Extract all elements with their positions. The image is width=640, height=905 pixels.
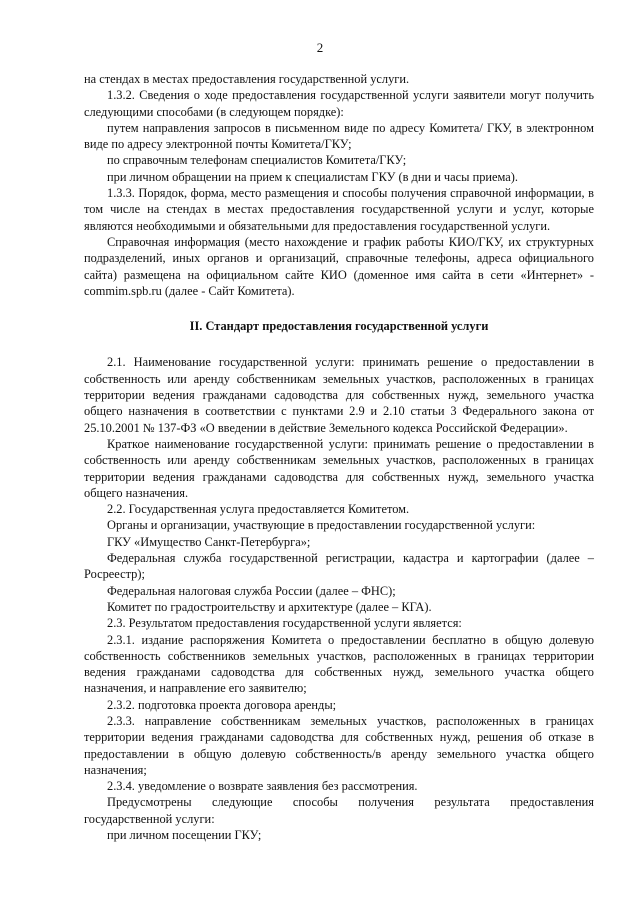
paragraph: по справочным телефонам специалистов Комитета/ГКУ; (107, 153, 407, 168)
paragraph: Предусмотрены следующие способы получения результата предоставления государственной услуги: (84, 795, 594, 826)
paragraph: путем направления запросов в письменном виде по адресу Комитета/ ГКУ, в электронном виде по адресу электронной почты Комитета/ГКУ; (84, 120, 594, 152)
paragraph: Справочная информация (место нахождение и график работы КИО/ГКУ, их структурных подразделений, иных органов и организаций, справочные телефоны, адреса официального сайта) размещена на официальном сайте КИО (доменное имя сайта в сети «Интернет» - commim.spb.ru (далее - Сайт Комитета). (84, 234, 594, 298)
paragraph: 2.3.3. направление собственникам земельных участков, расположенных в границах территории ведения гражданами садоводства для собственных нужд, решения об отказе в предоставлении в общую долевую собственность/в аренду земельного участка общего назначения; (84, 713, 594, 777)
paragraph: при личном обращении на прием к специалистам ГКУ (в дни и часы приема). (107, 169, 519, 184)
paragraph: Федеральная налоговая служба России (далее – ФНС); (107, 583, 396, 598)
paragraph: Краткое наименование государственной услуги: принимать решение о предоставлении в собственность или аренду собственникам земельных участков, расположенных в границах территории ведения гражданами садоводства для собственных нужд, земельного участка общего назначения. (84, 436, 594, 500)
paragraph: 2.3. Результатом предоставления государственной услуги является: (107, 616, 462, 631)
paragraph: 1.3.3. Порядок, форма, место размещения и способы получения справочной информации, в том числе на стендах в местах предоставления государственной услуги и услуг, которые являются необходимыми и обязательными для предоставления государственной услуги. (84, 186, 594, 233)
paragraph: на стендах в местах предоставления государственной услуги. (84, 72, 410, 86)
paragraph: 2.2. Государственная услуга предоставляется Комитетом. (107, 502, 410, 517)
paragraph: Федеральная служба государственной регистрации, кадастра и картографии (далее – Росреестр); (84, 551, 594, 582)
paragraph: 2.3.1. издание распоряжения Комитета о предоставлении бесплатно в общую долевую собственность собственников земельных участков, расположенных в границах территории ведения гражданами садоводства для собственных нужд, земельного участка общего назначения, и направление его заявителю; (84, 632, 594, 696)
paragraph: 1.3.2. Сведения о ходе предоставления государственной услуги заявители могут получить следующими способами (в следующем порядке): (84, 88, 594, 119)
page-number: 2 (316, 40, 324, 55)
paragraph: 2.3.4. уведомление о возврате заявления без рассмотрения. (107, 779, 418, 794)
paragraph: 2.1. Наименование государственной услуги: принимать решение о предоставлении в собственность или аренду собственникам земельных участков, расположенных в границах территории ведения гражданами садоводства для собственных нужд, земельного участка общего назначения в соответствии с пунктами 2.9 и 2.10 статьи 3 Федерального закона от 25.10.2001 № 137-ФЗ «О введении в действие Земельного кодекса Российской Федерации». (84, 355, 594, 435)
paragraph: Органы и организации, участвующие в предоставлении государственной услуги: (107, 518, 536, 533)
document-body (84, 71, 594, 843)
section-heading: II. Стандарт предоставления государственной услуги (189, 319, 489, 334)
paragraph: при личном посещении ГКУ; (107, 828, 262, 843)
paragraph: Комитет по градостроительству и архитектуре (далее – КГА). (107, 599, 432, 614)
paragraph: ГКУ «Имущество Санкт-Петербурга»; (107, 534, 311, 549)
paragraph: 2.3.2. подготовка проекта договора аренды; (107, 697, 337, 712)
